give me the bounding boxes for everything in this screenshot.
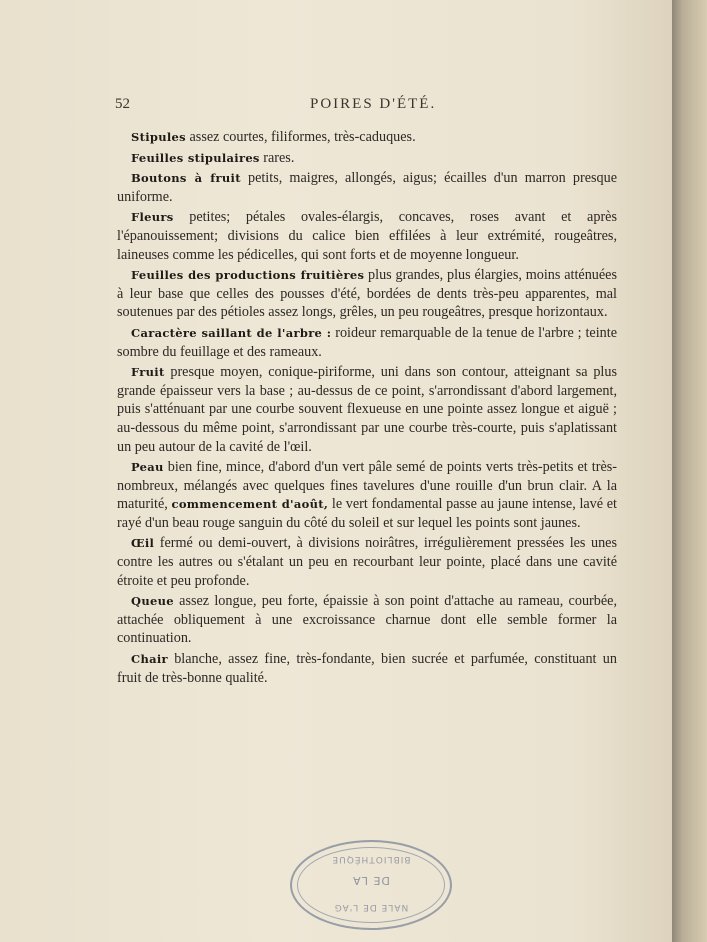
paragraph-text: fermé ou demi-ouvert, à divisions noirâtres, irrégulièrement pressées les unes contre les autres ou s'étalant un peu en recourbant leur pointe, placé dans une cavité étroite et peu profonde. xyxy=(117,535,617,589)
term: Feuilles des productions fruitières xyxy=(131,268,365,283)
running-head xyxy=(0,96,672,116)
term: Feuilles stipulaires xyxy=(131,150,260,165)
paragraph-queue xyxy=(117,592,617,648)
paragraph-fruit xyxy=(117,363,617,456)
page-edge xyxy=(672,0,707,942)
paragraph-text: petits, maigres, allongés, aigus; écailles d'un marron presque uniforme. xyxy=(117,170,618,205)
running-title: POIRES D'ÉTÉ. xyxy=(310,96,437,112)
paragraph-oeil xyxy=(117,534,617,590)
term: Chair xyxy=(131,652,168,667)
library-stamp xyxy=(290,840,452,930)
paragraph-feuilles-stipulaires xyxy=(117,149,617,168)
stamp-ring-top: NALE DE L'AG xyxy=(333,902,409,912)
page-number: 52 xyxy=(115,96,130,112)
term: Fleurs xyxy=(131,210,174,225)
term: Boutons à fruit xyxy=(131,171,241,186)
stamp-ring-bottom: BIBLIOTHÈQUE xyxy=(331,854,411,864)
paragraph-text: presque moyen, conique-piriforme, uni dans son contour, atteignant sa plus grande épaisseur vers la base ; au-dessus de ce point, s'arrondissant d'abord largement, puis s'atténuant par une courbe souvent flexueuse en une pointe assez longue et aiguë ; au-dessous du même point, s'arrondissant par une courbe très-courte, puis s'aplatissant un peu autour de la cavité de l'œil. xyxy=(117,364,617,455)
body-text xyxy=(117,128,617,689)
paragraph-text: roideur remarquable de la tenue de l'arbre ; teinte sombre du feuillage et des rameaux. xyxy=(117,324,617,360)
paragraph-feuilles-productions xyxy=(117,266,617,322)
paragraph-text: assez courtes, filiformes, très-caduques. xyxy=(185,129,416,145)
term-inline: commencement d'août, xyxy=(171,497,329,512)
term: Caractère saillant de l'arbre : xyxy=(131,325,332,340)
paragraph-text: bien fine, mince, d'abord d'un vert pâle semé de points verts très-petits et très-nombreux, mélangés avec quelques fines tavelures d'une rouille d'un brun clair. A la maturité, xyxy=(117,459,617,513)
paragraph-boutons xyxy=(117,169,617,206)
paragraph-peau xyxy=(117,458,617,532)
term: Œil xyxy=(131,536,155,551)
paragraph-text: le vert fondamental passe au jaune intense, lavé et rayé d'un beau rouge sanguin du côté du soleil et sur lequel les points sont jaunes. xyxy=(117,496,618,531)
paragraph-stipules xyxy=(117,128,617,147)
paragraph-text: rares. xyxy=(259,149,295,166)
paragraph-caractere xyxy=(117,324,617,361)
paragraph-text: assez longue, peu forte, épaissie à son point d'attache au rameau, courbée, attachée obliquement à une excroissance charnue dont elle semble former la continuation. xyxy=(117,593,617,647)
paragraph-text: blanche, assez fine, très-fondante, bien sucrée et parfumée, constituant un fruit de très-bonne qualité. xyxy=(117,651,617,686)
stamp-center: DE LA xyxy=(352,874,390,887)
paragraph-text: plus grandes, plus élargies, moins atténuées à leur base que celles des pousses d'été, bordées de dents très-peu apparentes, mal soutenues par des pétioles assez longs, grêles, un peu rougeâtres, presque horizontaux. xyxy=(117,267,618,321)
term: Peau xyxy=(131,460,164,475)
paragraph-fleurs xyxy=(117,208,617,264)
paragraph-text: petites; pétales ovales-élargis, concaves, roses avant et après l'épanouissement; divisions du calice bien effilées à leur extrémité, rougeâtres, laineuses comme les pédicelles, qui sont forts et de moyenne longueur. xyxy=(117,209,617,263)
paragraph-chair xyxy=(117,650,617,687)
term: Stipules xyxy=(131,130,186,144)
term: Queue xyxy=(131,594,174,609)
term: Fruit xyxy=(131,365,165,380)
